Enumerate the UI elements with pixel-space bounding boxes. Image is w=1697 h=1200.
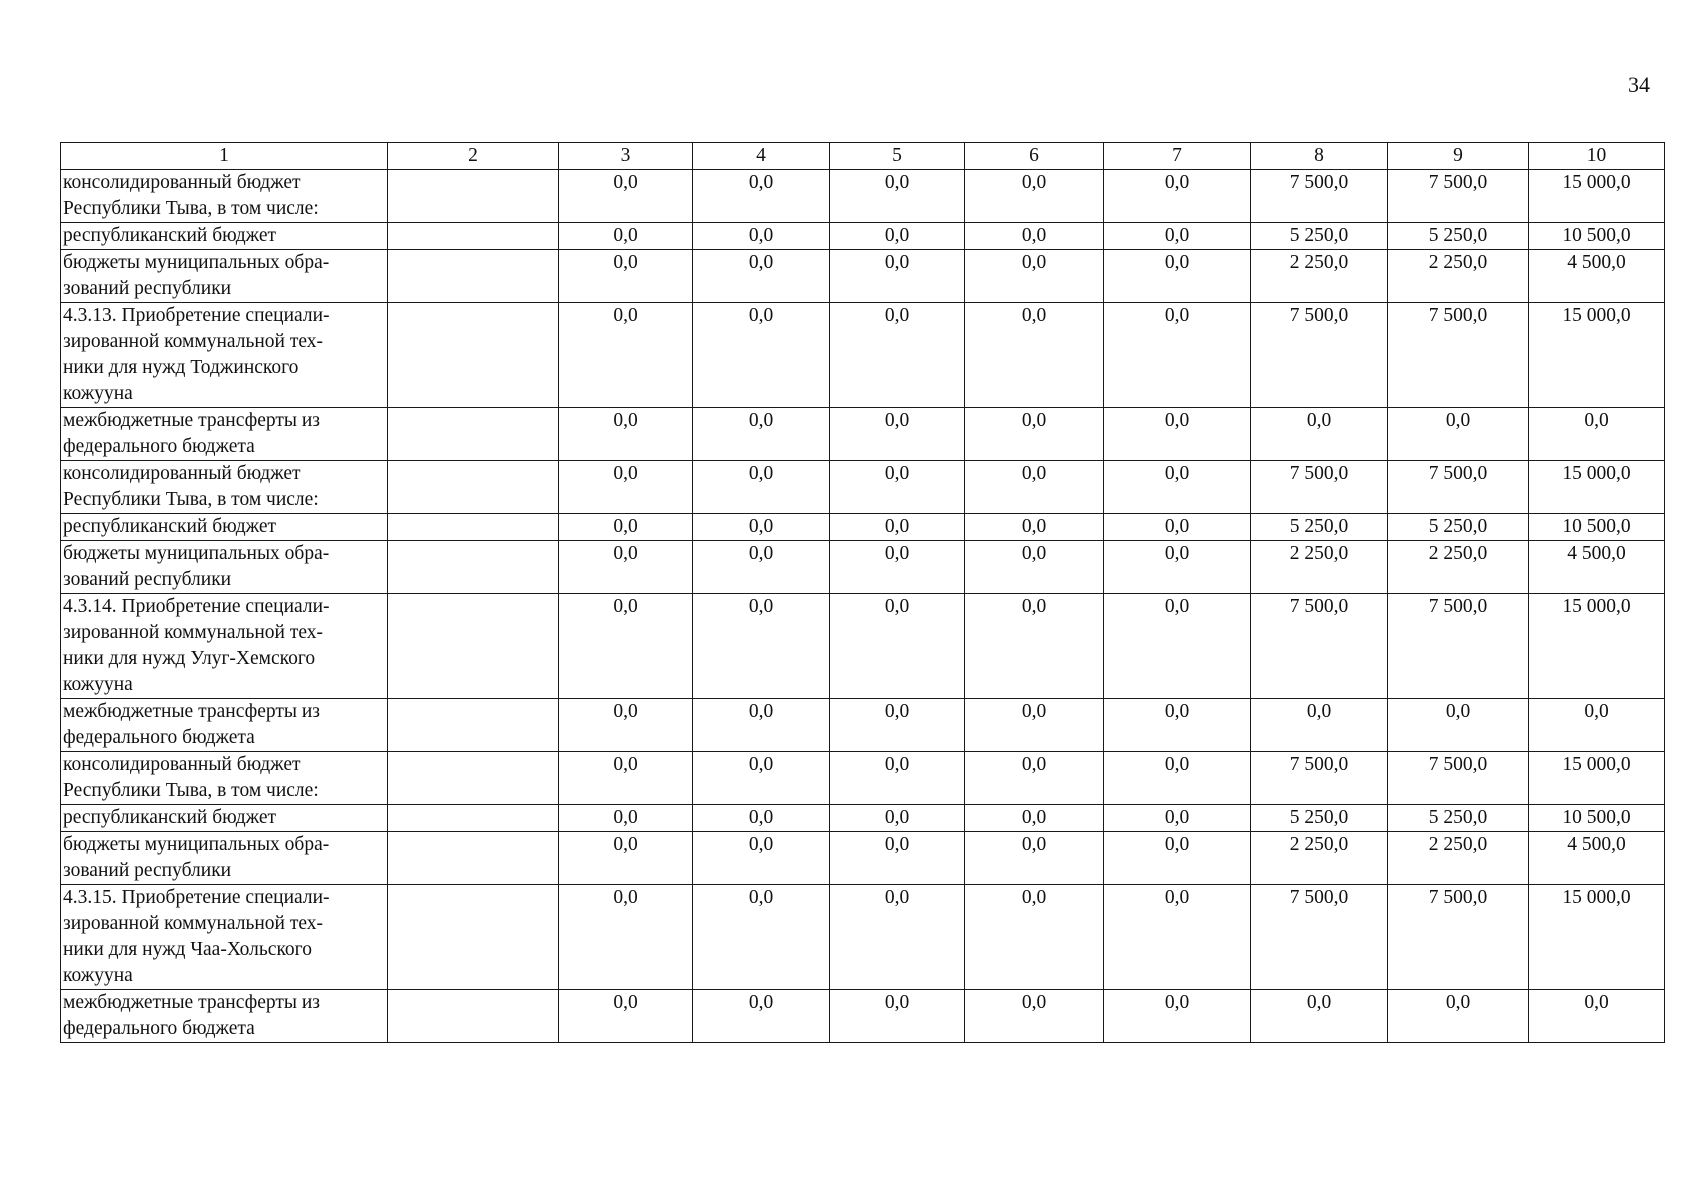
value-cell-col3: 0,0 bbox=[559, 805, 693, 832]
column-header-3: 3 bbox=[559, 143, 693, 170]
header-row bbox=[61, 143, 1665, 170]
row-col2-cell bbox=[388, 461, 559, 514]
value-cell-col6: 0,0 bbox=[965, 885, 1104, 990]
value-cell-col5: 0,0 bbox=[830, 699, 965, 752]
value-cell-col7: 0,0 bbox=[1104, 408, 1251, 461]
row-label: межбюджетные трансферты из федерального бюджета bbox=[61, 408, 388, 461]
table-row bbox=[61, 408, 1665, 461]
row-col2-cell bbox=[388, 752, 559, 805]
table-row bbox=[61, 699, 1665, 752]
row-col2-cell bbox=[388, 250, 559, 303]
value-cell-col10: 15 000,0 bbox=[1529, 461, 1665, 514]
value-cell-col7: 0,0 bbox=[1104, 699, 1251, 752]
value-cell-col4: 0,0 bbox=[693, 885, 830, 990]
table-row bbox=[61, 250, 1665, 303]
row-label: республиканский бюджет bbox=[61, 514, 388, 541]
value-cell-col10: 15 000,0 bbox=[1529, 752, 1665, 805]
value-cell-col4: 0,0 bbox=[693, 990, 830, 1043]
value-cell-col8: 0,0 bbox=[1251, 699, 1388, 752]
value-cell-col10: 0,0 bbox=[1529, 408, 1665, 461]
table-row bbox=[61, 223, 1665, 250]
row-label: 4.3.15. Приобретение специали- зированной коммунальной тех- ники для нужд Чаа-Хольского кожууна bbox=[61, 885, 388, 990]
value-cell-col8: 7 500,0 bbox=[1251, 461, 1388, 514]
value-cell-col9: 5 250,0 bbox=[1388, 223, 1529, 250]
value-cell-col3: 0,0 bbox=[559, 752, 693, 805]
value-cell-col8: 2 250,0 bbox=[1251, 541, 1388, 594]
value-cell-col3: 0,0 bbox=[559, 303, 693, 408]
value-cell-col7: 0,0 bbox=[1104, 805, 1251, 832]
column-header-5: 5 bbox=[830, 143, 965, 170]
table-body bbox=[61, 170, 1665, 1043]
value-cell-col5: 0,0 bbox=[830, 408, 965, 461]
value-cell-col5: 0,0 bbox=[830, 594, 965, 699]
row-col2-cell bbox=[388, 805, 559, 832]
value-cell-col8: 0,0 bbox=[1251, 408, 1388, 461]
value-cell-col10: 4 500,0 bbox=[1529, 832, 1665, 885]
row-label: 4.3.13. Приобретение специали- зированной коммунальной тех- ники для нужд Тоджинского кожууна bbox=[61, 303, 388, 408]
value-cell-col10: 15 000,0 bbox=[1529, 303, 1665, 408]
value-cell-col9: 0,0 bbox=[1388, 699, 1529, 752]
table-row bbox=[61, 461, 1665, 514]
value-cell-col6: 0,0 bbox=[965, 594, 1104, 699]
row-label: межбюджетные трансферты из федерального бюджета bbox=[61, 699, 388, 752]
value-cell-col4: 0,0 bbox=[693, 461, 830, 514]
value-cell-col8: 7 500,0 bbox=[1251, 594, 1388, 699]
value-cell-col4: 0,0 bbox=[693, 514, 830, 541]
value-cell-col4: 0,0 bbox=[693, 752, 830, 805]
value-cell-col5: 0,0 bbox=[830, 223, 965, 250]
value-cell-col10: 4 500,0 bbox=[1529, 250, 1665, 303]
column-header-10: 10 bbox=[1529, 143, 1665, 170]
value-cell-col8: 2 250,0 bbox=[1251, 250, 1388, 303]
value-cell-col6: 0,0 bbox=[965, 408, 1104, 461]
value-cell-col5: 0,0 bbox=[830, 461, 965, 514]
table-row bbox=[61, 805, 1665, 832]
value-cell-col7: 0,0 bbox=[1104, 461, 1251, 514]
row-col2-cell bbox=[388, 223, 559, 250]
column-header-8: 8 bbox=[1251, 143, 1388, 170]
row-label: бюджеты муниципальных обра- зований республики bbox=[61, 541, 388, 594]
row-col2-cell bbox=[388, 990, 559, 1043]
row-col2-cell bbox=[388, 832, 559, 885]
column-header-1: 1 bbox=[61, 143, 388, 170]
row-label: межбюджетные трансферты из федерального бюджета bbox=[61, 990, 388, 1043]
row-col2-cell bbox=[388, 541, 559, 594]
row-label: бюджеты муниципальных обра- зований республики bbox=[61, 250, 388, 303]
value-cell-col8: 7 500,0 bbox=[1251, 752, 1388, 805]
row-label: республиканский бюджет bbox=[61, 223, 388, 250]
value-cell-col5: 0,0 bbox=[830, 170, 965, 223]
value-cell-col8: 0,0 bbox=[1251, 990, 1388, 1043]
value-cell-col6: 0,0 bbox=[965, 541, 1104, 594]
value-cell-col3: 0,0 bbox=[559, 990, 693, 1043]
value-cell-col8: 7 500,0 bbox=[1251, 170, 1388, 223]
value-cell-col8: 5 250,0 bbox=[1251, 223, 1388, 250]
row-label: республиканский бюджет bbox=[61, 805, 388, 832]
row-label: 4.3.14. Приобретение специали- зированной коммунальной тех- ники для нужд Улуг-Хемского кожууна bbox=[61, 594, 388, 699]
column-header-6: 6 bbox=[965, 143, 1104, 170]
value-cell-col10: 10 500,0 bbox=[1529, 514, 1665, 541]
row-label: консолидированный бюджет Республики Тыва, в том числе: bbox=[61, 461, 388, 514]
value-cell-col7: 0,0 bbox=[1104, 594, 1251, 699]
value-cell-col9: 2 250,0 bbox=[1388, 832, 1529, 885]
column-header-2: 2 bbox=[388, 143, 559, 170]
value-cell-col9: 0,0 bbox=[1388, 990, 1529, 1043]
column-header-4: 4 bbox=[693, 143, 830, 170]
table-row bbox=[61, 885, 1665, 990]
value-cell-col8: 5 250,0 bbox=[1251, 514, 1388, 541]
value-cell-col5: 0,0 bbox=[830, 805, 965, 832]
value-cell-col3: 0,0 bbox=[559, 699, 693, 752]
value-cell-col4: 0,0 bbox=[693, 170, 830, 223]
value-cell-col4: 0,0 bbox=[693, 223, 830, 250]
value-cell-col9: 7 500,0 bbox=[1388, 303, 1529, 408]
value-cell-col3: 0,0 bbox=[559, 594, 693, 699]
value-cell-col7: 0,0 bbox=[1104, 170, 1251, 223]
column-header-7: 7 bbox=[1104, 143, 1251, 170]
value-cell-col7: 0,0 bbox=[1104, 885, 1251, 990]
value-cell-col6: 0,0 bbox=[965, 303, 1104, 408]
table-row bbox=[61, 541, 1665, 594]
row-col2-cell bbox=[388, 408, 559, 461]
value-cell-col3: 0,0 bbox=[559, 223, 693, 250]
row-col2-cell bbox=[388, 885, 559, 990]
row-label: бюджеты муниципальных обра- зований республики bbox=[61, 832, 388, 885]
value-cell-col9: 7 500,0 bbox=[1388, 461, 1529, 514]
value-cell-col9: 5 250,0 bbox=[1388, 514, 1529, 541]
page-number: 34 bbox=[1628, 72, 1650, 97]
value-cell-col6: 0,0 bbox=[965, 752, 1104, 805]
value-cell-col4: 0,0 bbox=[693, 408, 830, 461]
table-row bbox=[61, 303, 1665, 408]
value-cell-col3: 0,0 bbox=[559, 514, 693, 541]
table-row bbox=[61, 832, 1665, 885]
value-cell-col10: 15 000,0 bbox=[1529, 170, 1665, 223]
value-cell-col7: 0,0 bbox=[1104, 832, 1251, 885]
value-cell-col9: 7 500,0 bbox=[1388, 170, 1529, 223]
value-cell-col7: 0,0 bbox=[1104, 514, 1251, 541]
value-cell-col8: 7 500,0 bbox=[1251, 885, 1388, 990]
value-cell-col5: 0,0 bbox=[830, 541, 965, 594]
value-cell-col10: 15 000,0 bbox=[1529, 885, 1665, 990]
value-cell-col6: 0,0 bbox=[965, 990, 1104, 1043]
value-cell-col4: 0,0 bbox=[693, 805, 830, 832]
value-cell-col10: 10 500,0 bbox=[1529, 223, 1665, 250]
value-cell-col7: 0,0 bbox=[1104, 250, 1251, 303]
row-label: консолидированный бюджет Республики Тыва, в том числе: bbox=[61, 170, 388, 223]
value-cell-col8: 2 250,0 bbox=[1251, 832, 1388, 885]
row-col2-cell bbox=[388, 170, 559, 223]
value-cell-col6: 0,0 bbox=[965, 699, 1104, 752]
row-col2-cell bbox=[388, 699, 559, 752]
value-cell-col3: 0,0 bbox=[559, 408, 693, 461]
value-cell-col9: 2 250,0 bbox=[1388, 250, 1529, 303]
value-cell-col5: 0,0 bbox=[830, 832, 965, 885]
value-cell-col5: 0,0 bbox=[830, 250, 965, 303]
value-cell-col4: 0,0 bbox=[693, 303, 830, 408]
value-cell-col8: 5 250,0 bbox=[1251, 805, 1388, 832]
value-cell-col3: 0,0 bbox=[559, 541, 693, 594]
value-cell-col10: 0,0 bbox=[1529, 699, 1665, 752]
value-cell-col10: 10 500,0 bbox=[1529, 805, 1665, 832]
value-cell-col6: 0,0 bbox=[965, 223, 1104, 250]
row-label: консолидированный бюджет Республики Тыва, в том числе: bbox=[61, 752, 388, 805]
value-cell-col7: 0,0 bbox=[1104, 541, 1251, 594]
value-cell-col9: 5 250,0 bbox=[1388, 805, 1529, 832]
value-cell-col3: 0,0 bbox=[559, 250, 693, 303]
value-cell-col6: 0,0 bbox=[965, 805, 1104, 832]
value-cell-col6: 0,0 bbox=[965, 832, 1104, 885]
value-cell-col5: 0,0 bbox=[830, 885, 965, 990]
value-cell-col9: 0,0 bbox=[1388, 408, 1529, 461]
value-cell-col7: 0,0 bbox=[1104, 752, 1251, 805]
value-cell-col7: 0,0 bbox=[1104, 303, 1251, 408]
table-row bbox=[61, 170, 1665, 223]
value-cell-col10: 15 000,0 bbox=[1529, 594, 1665, 699]
row-col2-cell bbox=[388, 303, 559, 408]
table-row bbox=[61, 990, 1665, 1043]
row-col2-cell bbox=[388, 514, 559, 541]
table-row bbox=[61, 514, 1665, 541]
row-col2-cell bbox=[388, 594, 559, 699]
value-cell-col10: 0,0 bbox=[1529, 990, 1665, 1043]
value-cell-col9: 2 250,0 bbox=[1388, 541, 1529, 594]
value-cell-col4: 0,0 bbox=[693, 699, 830, 752]
table-row bbox=[61, 752, 1665, 805]
value-cell-col6: 0,0 bbox=[965, 514, 1104, 541]
value-cell-col3: 0,0 bbox=[559, 832, 693, 885]
value-cell-col8: 7 500,0 bbox=[1251, 303, 1388, 408]
value-cell-col9: 7 500,0 bbox=[1388, 885, 1529, 990]
value-cell-col9: 7 500,0 bbox=[1388, 594, 1529, 699]
value-cell-col6: 0,0 bbox=[965, 250, 1104, 303]
value-cell-col7: 0,0 bbox=[1104, 990, 1251, 1043]
table-row bbox=[61, 594, 1665, 699]
budget-table bbox=[60, 142, 1665, 1043]
value-cell-col10: 4 500,0 bbox=[1529, 541, 1665, 594]
value-cell-col5: 0,0 bbox=[830, 752, 965, 805]
column-header-9: 9 bbox=[1388, 143, 1529, 170]
value-cell-col3: 0,0 bbox=[559, 885, 693, 990]
value-cell-col5: 0,0 bbox=[830, 990, 965, 1043]
value-cell-col3: 0,0 bbox=[559, 461, 693, 514]
value-cell-col4: 0,0 bbox=[693, 594, 830, 699]
value-cell-col5: 0,0 bbox=[830, 514, 965, 541]
value-cell-col4: 0,0 bbox=[693, 250, 830, 303]
value-cell-col4: 0,0 bbox=[693, 541, 830, 594]
value-cell-col6: 0,0 bbox=[965, 461, 1104, 514]
value-cell-col5: 0,0 bbox=[830, 303, 965, 408]
value-cell-col7: 0,0 bbox=[1104, 223, 1251, 250]
value-cell-col9: 7 500,0 bbox=[1388, 752, 1529, 805]
value-cell-col4: 0,0 bbox=[693, 832, 830, 885]
value-cell-col6: 0,0 bbox=[965, 170, 1104, 223]
value-cell-col3: 0,0 bbox=[559, 170, 693, 223]
